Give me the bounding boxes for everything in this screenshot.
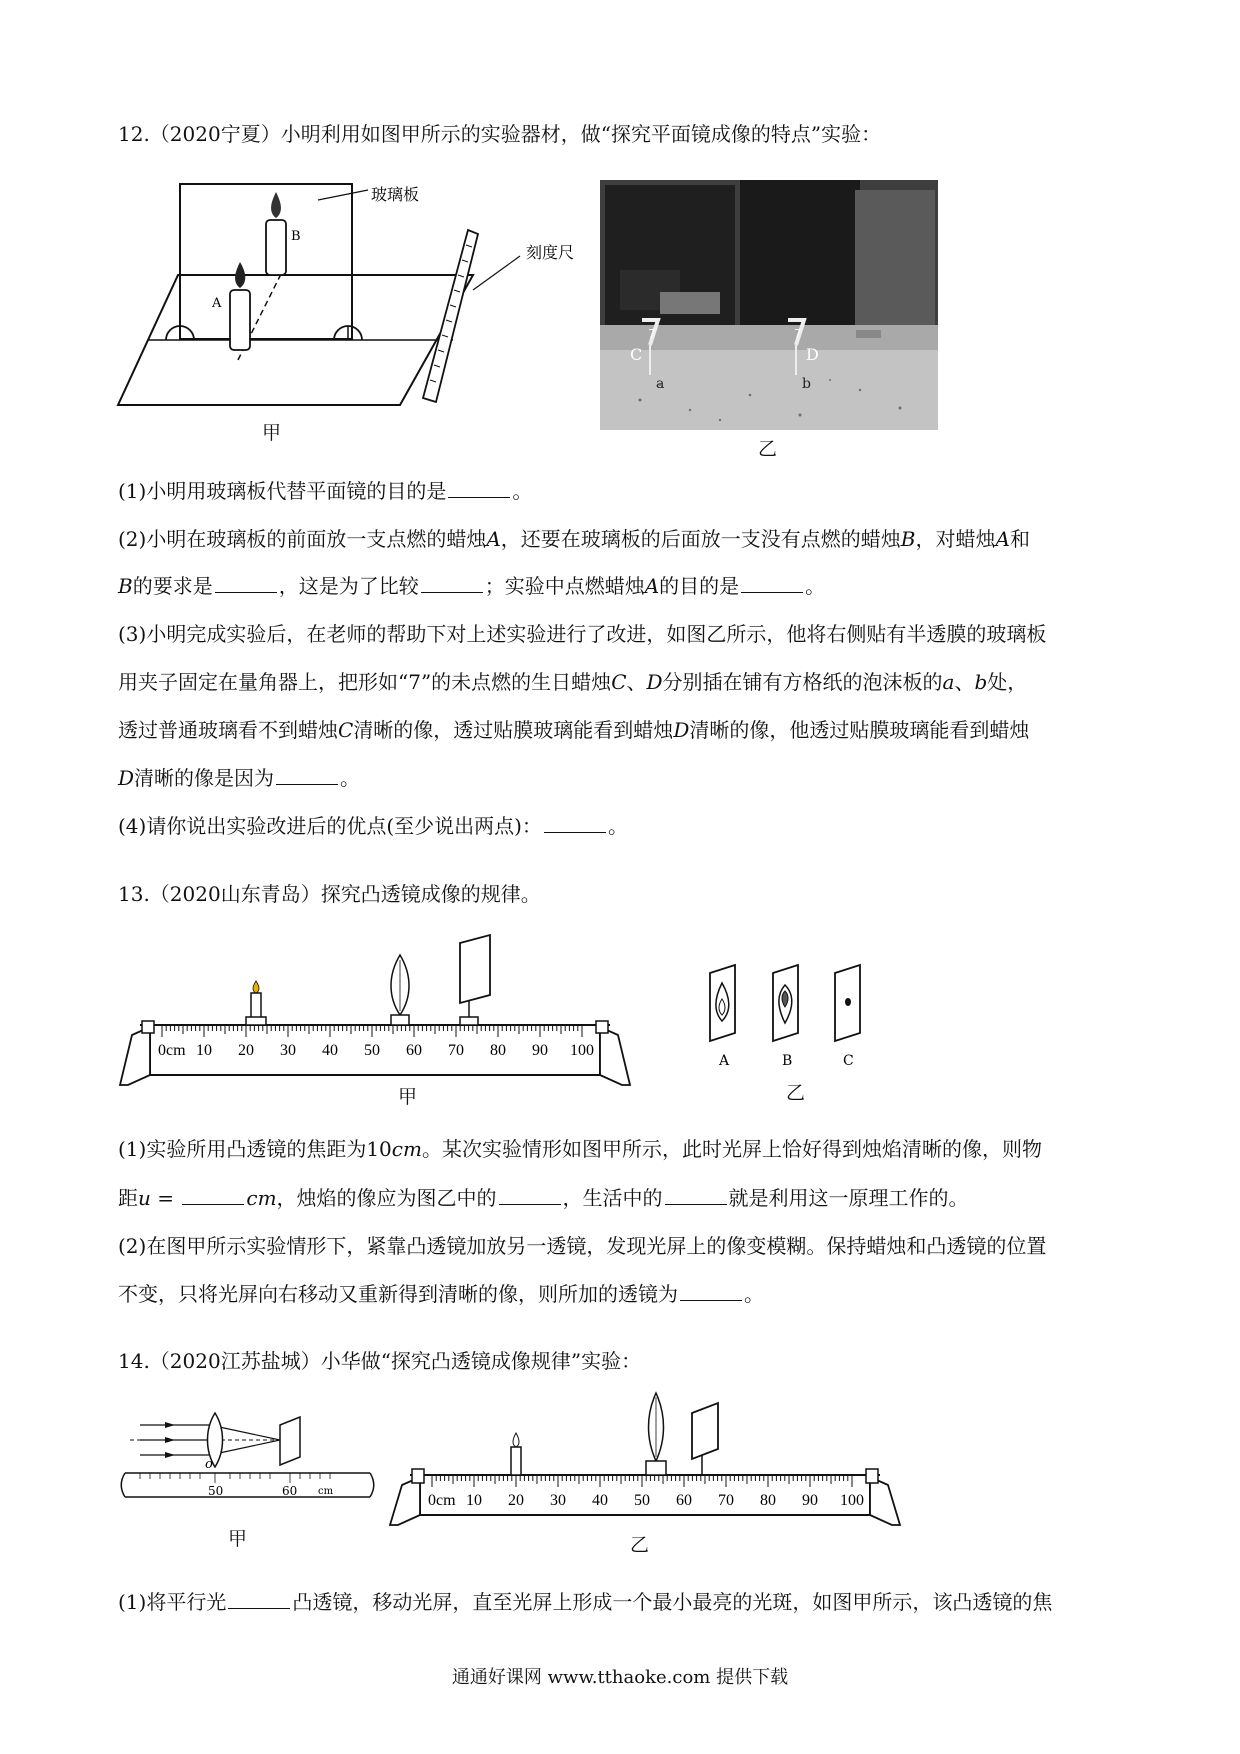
label-b: b <box>802 376 811 392</box>
ruler-label: 0cm <box>428 1492 456 1509</box>
q13-part1-line1: (1)实验所用凸透镜的焦距为10cm。某次实验情形如图甲所示，此时光屏上恰好得到烛焰清晰的像，则物 <box>118 1137 1042 1161</box>
ruler-label: 100 <box>570 1042 594 1059</box>
q13-part2-line2: 不变，只将光屏向右移动又重新得到清晰的像，则所加的透镜为 。 <box>118 1282 764 1306</box>
label-a: a <box>656 376 665 392</box>
q14-caption-b: 乙 <box>630 1534 650 1556</box>
ruler-label: 60 <box>676 1492 692 1509</box>
q12-part4: (4)请你说出实验改进后的优点(至少说出两点)： 。 <box>118 814 628 838</box>
ruler-label: 10 <box>466 1492 482 1509</box>
label-ruler: 刻度尺 <box>526 243 575 262</box>
q12-part1: (1)小明用玻璃板代替平面镜的目的是 。 <box>118 479 533 503</box>
answer-blank[interactable] <box>665 1186 727 1205</box>
answer-blank[interactable] <box>448 479 510 498</box>
ruler-label: 30 <box>550 1492 566 1509</box>
q12-caption-b: 乙 <box>758 438 778 460</box>
answer-blank[interactable] <box>499 1186 561 1205</box>
q13-caption-a: 甲 <box>398 1086 418 1108</box>
q12-part3-line1: (3)小明完成实验后，在老师的帮助下对上述实验进行了改进，如图乙所示，他将右侧贴有半透膜的玻璃板 <box>118 622 1047 646</box>
ruler-label: 100 <box>840 1492 864 1509</box>
q14-title: 14.（2020江苏盐城）小华做“探究凸透镜成像规律”实验： <box>118 1349 642 1373</box>
label-7-left: 7 <box>648 327 656 341</box>
q13-part2-line1: (2)在图甲所示实验情形下，紧靠凸透镜加放另一透镜，发现光屏上的像变模糊。保持蜡烛和凸透镜的位置 <box>118 1234 1047 1258</box>
q12-part3-line2: 用夹子固定在量角器上，把形如“7”的未点燃的生日蜡烛C、D分别插在铺有方格纸的泡沫板的a、b处， <box>118 670 1028 694</box>
screen-label-C: C <box>843 1053 854 1069</box>
q14-optical-bench <box>390 1385 950 1525</box>
unit-label: cm <box>318 1486 334 1497</box>
tick-label-60: 60 <box>282 1484 298 1498</box>
screen-label-B: B <box>782 1053 793 1069</box>
q13-title: 13.（2020山东青岛）探究凸透镜成像的规律。 <box>118 882 541 906</box>
q13-figure-b <box>705 965 885 1075</box>
q14-figure-a <box>120 1405 380 1515</box>
ruler-label: 40 <box>592 1492 608 1509</box>
q12-figure-a <box>118 170 575 410</box>
q13-optical-bench <box>120 935 680 1095</box>
label-A: A <box>212 296 222 311</box>
tick-label-50: 50 <box>208 1484 224 1498</box>
q12-part3-line3: 透过普通玻璃看不到蜡烛C清晰的像，透过贴膜玻璃能看到蜡烛D清晰的像，他透过贴膜玻璃能看到蜡烛 <box>118 718 1030 742</box>
label-glass-plate: 玻璃板 <box>371 185 420 204</box>
label-7-right: 7 <box>794 327 802 341</box>
ruler-label: 90 <box>532 1042 548 1059</box>
ruler-label: 20 <box>508 1492 524 1509</box>
ruler-label: 10 <box>196 1042 212 1059</box>
q12-figure-b-photo <box>600 180 938 430</box>
label-D: D <box>806 345 819 364</box>
label-o: o <box>205 1457 213 1472</box>
answer-blank[interactable] <box>228 1590 290 1609</box>
q13-figure-a <box>120 935 680 1095</box>
q13-caption-b: 乙 <box>786 1082 806 1104</box>
answer-blank[interactable] <box>680 1282 742 1301</box>
q12-caption-a: 甲 <box>262 422 282 444</box>
ruler-label: 20 <box>238 1042 254 1059</box>
label-B: B <box>291 229 301 244</box>
q13-screen-images <box>705 965 885 1075</box>
label-C: C <box>630 345 643 364</box>
q12-title: 12.（2020宁夏）小明利用如图甲所示的实验器材，做“探究平面镜成像的特点”实验： <box>118 122 882 146</box>
q12-part2-line2: B的要求是 ，这是为了比较 ；实验中点燃蜡烛A的目的是 。 <box>118 574 826 598</box>
answer-blank[interactable] <box>215 574 277 593</box>
q14-figure-b <box>390 1385 950 1525</box>
screen-label-A: A <box>719 1053 730 1069</box>
q14-focus-setup <box>120 1405 380 1515</box>
q14-part1: (1)将平行光 凸透镜，移动光屏，直至光屏上形成一个最小最亮的光斑，如图甲所示，该凸透镜的焦 <box>118 1590 1053 1614</box>
ruler-label: 40 <box>322 1042 338 1059</box>
ruler-label: 0cm <box>158 1042 186 1059</box>
answer-blank[interactable] <box>276 766 338 785</box>
ruler-label: 70 <box>448 1042 464 1059</box>
answer-blank[interactable] <box>741 574 803 593</box>
q12-part2-line1: (2)小明在玻璃板的前面放一支点燃的蜡烛A，还要在玻璃板的后面放一支没有点燃的蜡烛B，对蜡烛A和 <box>118 527 1030 551</box>
q14-caption-a: 甲 <box>228 1528 248 1550</box>
ruler-label: 50 <box>364 1042 380 1059</box>
ruler-label: 80 <box>490 1042 506 1059</box>
q12-photo-drawing <box>600 180 938 430</box>
ruler-label: 90 <box>802 1492 818 1509</box>
q12-figure-a-drawing <box>118 170 575 410</box>
ruler-label: 60 <box>406 1042 422 1059</box>
answer-blank[interactable] <box>544 814 606 833</box>
ruler-label: 50 <box>634 1492 650 1509</box>
ruler-label: 30 <box>280 1042 296 1059</box>
q12-part3-line4: D清晰的像是因为 。 <box>118 766 361 790</box>
ruler-label: 70 <box>718 1492 734 1509</box>
ruler-label: 80 <box>760 1492 776 1509</box>
answer-blank[interactable] <box>182 1186 244 1205</box>
answer-blank[interactable] <box>421 574 483 593</box>
q13-part1-line2: 距u = cm，烛焰的像应为图乙中的 ，生活中的 就是利用这一原理工作的。 <box>118 1186 969 1210</box>
page-footer: 通通好课网 www.tthaoke.com 提供下载 <box>451 1667 789 1688</box>
